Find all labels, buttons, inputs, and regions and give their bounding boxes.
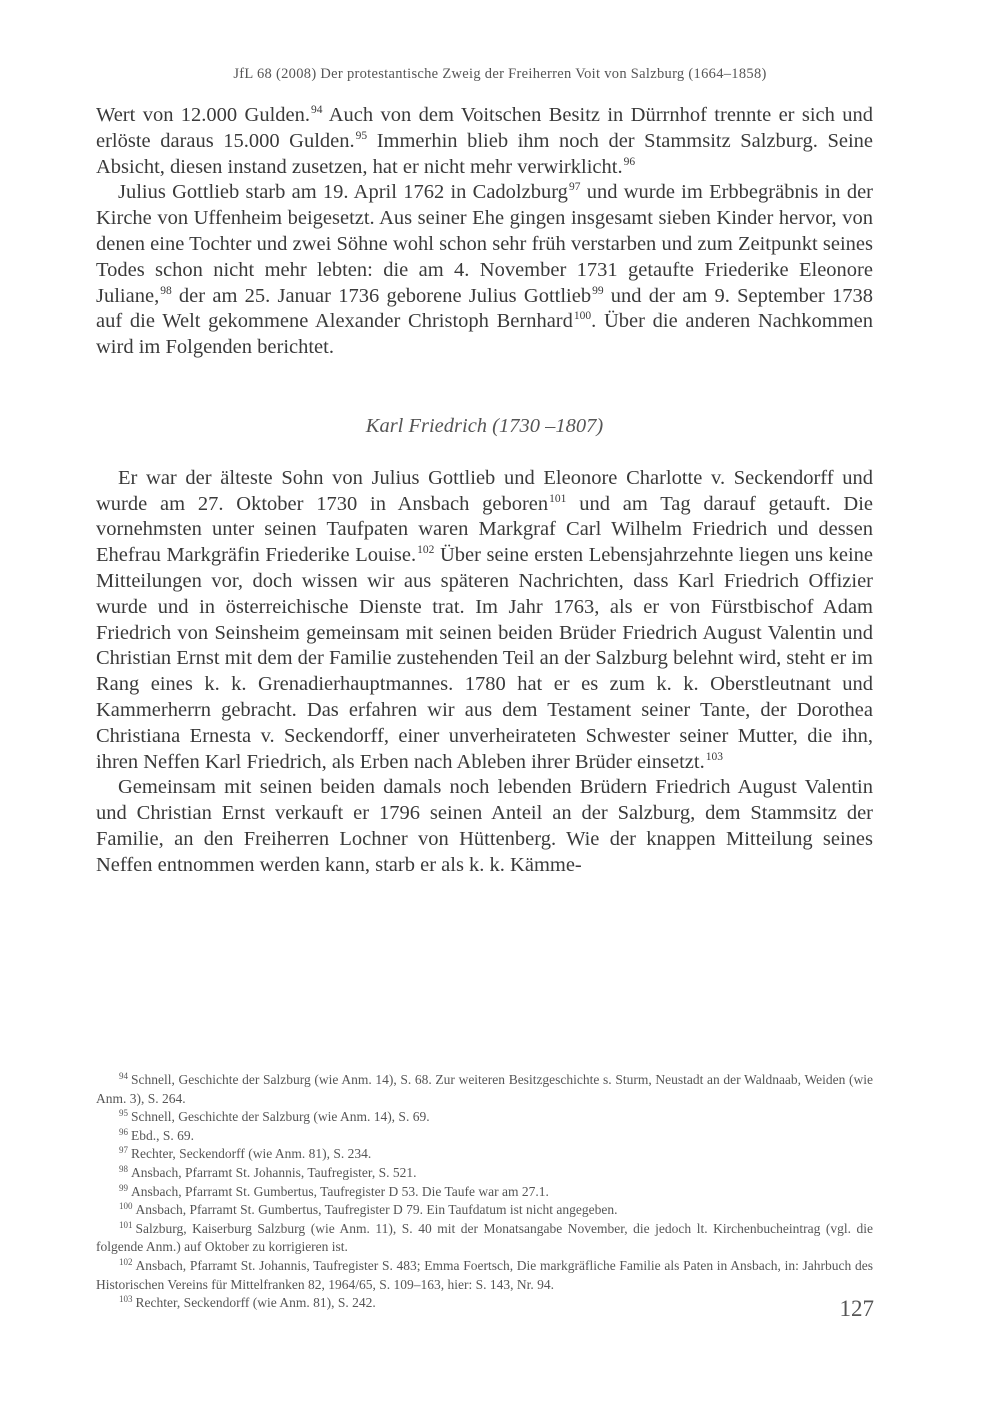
paragraph xyxy=(96,180,873,361)
text-run: Julius Gottlieb starb am 19. April 1762 in Cadolzburg xyxy=(118,181,568,204)
footnote-text: Ansbach, Pfarramt St. Johannis, Taufregister S. 483; Emma Foertsch, Die markgräfliche Familie als Paten in Ansbach, in: Jahrbuch des Historischen Vereins für Mittelfranken 82, 1964/65, S. 109–163, hier: S. 143, Nr. 94. xyxy=(96,1257,873,1292)
footnote xyxy=(96,1145,873,1164)
footnote-ref[interactable]: 100 xyxy=(573,310,592,323)
footnote-ref[interactable]: 94 xyxy=(311,104,323,116)
footnote xyxy=(96,1108,873,1127)
footnote-ref[interactable]: 103 xyxy=(705,750,723,763)
text-run: und wurde im Erbbegräbnis in der Kirche von Uffenheim beigesetzt. Aus seiner Ehe gingen insgesamt sieben Kinder hervor, von denen eine Tochter und zwei Söhne wohl schon sehr früh verstarben und zum Zeitpunkt seines Todes schon nicht mehr lebten: die am 4. November 1731 getaufte Friederike Eleonore Juliane, xyxy=(96,181,873,307)
footnote-number: 98 xyxy=(119,1163,128,1174)
footnote-text: Ansbach, Pfarramt St. Johannis, Taufregister, S. 521. xyxy=(131,1164,417,1180)
text-run: der am 25. Januar 1736 geborene Julius Gottlieb xyxy=(171,284,592,307)
text-run: und der am 9. September 1738 auf die Welt gekommene Alexander Christoph Bernhard xyxy=(96,284,873,333)
text-run: Über seine ersten Lebensjahrzehnte liegen uns keine Mitteilungen vor, doch wissen wir aus späteren Nachrichten, dass Karl Friedrich Offizier wurde und in österreichische Dienste trat. Im Jahr 1763, als er von Fürstbischof Adam Friedrich von Seinsheim gemeinsam mit seinen beiden Brüder Friedrich August Valentin und Christian Ernst mit dem der Familie zustehenden Teil an der Salzburg belehnt wird, steht er im Rang eines k. k. Grenadierhauptmannes. 1780 hat er es zum k. k. Oberstleutnant und Kammerherrn gebracht. Das erfahren wir aus dem Testament seiner Tante, der Dorothea Christiana Ernesta v. Seckendorff, einer unverheirateten Schwester seiner Mutter, die ihn, ihren Neffen Karl Friedrich, als Erben nach Ableben ihrer Brüder einsetzt. xyxy=(96,544,873,773)
footnote xyxy=(96,1257,873,1294)
footnote-number: 97 xyxy=(119,1145,128,1156)
text-run: Immerhin blieb ihm noch der Stammsitz Salzburg. Seine Absicht, diesen instand zusetzen, hat er nicht mehr verwirklicht. xyxy=(96,129,873,178)
footnote-number: 103 xyxy=(119,1294,133,1305)
footnote-ref[interactable]: 97 xyxy=(568,181,581,194)
page-number: 127 xyxy=(839,1296,874,1321)
footnote-text: Ebd., S. 69. xyxy=(131,1127,195,1143)
footnote-number: 101 xyxy=(119,1219,133,1230)
footnote-number: 99 xyxy=(119,1182,128,1193)
paragraph xyxy=(96,466,873,776)
footnote-text: Ansbach, Pfarramt St. Gumbertus, Taufregister D 53. Die Taufe war am 27.1. xyxy=(131,1183,549,1199)
footnote-text: Salzburg, Kaiserburg Salzburg (wie Anm. 11), S. 40 mit der Monatsangabe November, die jedoch lt. Kirchenbucheintrag (vgl. die folgende Anm.) auf Oktober zu korrigieren ist. xyxy=(96,1220,873,1255)
footnote-number: 96 xyxy=(119,1126,128,1137)
footnote-ref[interactable]: 99 xyxy=(592,284,604,297)
footnote-ref[interactable]: 95 xyxy=(355,129,368,142)
footnote-ref[interactable]: 98 xyxy=(160,284,172,297)
footnote-number: 95 xyxy=(119,1108,128,1119)
paragraph xyxy=(96,103,873,180)
footnote-text: Ansbach, Pfarramt St. Gumbertus, Taufregister D 79. Ein Taufdatum ist nicht angegeben. xyxy=(135,1202,618,1218)
footnotes xyxy=(96,1071,873,1313)
footnote-text: Rechter, Seckendorff (wie Anm. 81), S. 234. xyxy=(131,1146,372,1162)
text-run: Wert von 12.000 Gulden. xyxy=(96,104,311,126)
footnote-number: 94 xyxy=(119,1071,128,1081)
paragraph: Gemeinsam mit seinen beiden damals noch lebenden Brüdern Friedrich August Valentin und Christian Ernst verkauft er 1796 seinen Anteil an der Salzburg, dem Stammsitz der Familie, an den Freiherren Lochner von Hüttenberg. Wie der knappen Mitteilung seines Neffen entnommen werden kann, starb er als k. k. Kämme- xyxy=(96,776,873,876)
text-run: . Über die anderen Nachkommen wird im Folgenden berichtet. xyxy=(96,310,873,359)
section-heading: Karl Friedrich (1730 –1807) xyxy=(365,414,604,437)
footnote-number: 100 xyxy=(119,1201,133,1212)
footnote xyxy=(96,1220,873,1257)
footnote xyxy=(96,1201,873,1220)
footnote-ref[interactable]: 101 xyxy=(549,492,567,505)
text-run: und am Tag darauf getauft. Die vornehmsten unter seinen Taufpaten waren Markgraf Carl Wilhelm Friedrich und dessen Ehefrau Markgräfin Friederike Louise. xyxy=(96,492,873,567)
footnote xyxy=(96,1164,873,1183)
footnote xyxy=(96,1183,873,1202)
text-run: Er war der älteste Sohn von Julius Gottlieb und Eleonore Charlotte v. Seckendorff und wurde am 27. Oktober 1730 in Ansbach geboren xyxy=(96,466,873,515)
text-run: Auch von dem Voitschen Besitz in Dürrnhof trennte er sich und erlöste daraus 15.000 Gulden. xyxy=(96,104,873,152)
footnote-text: Rechter, Seckendorff (wie Anm. 81), S. 242. xyxy=(135,1295,376,1311)
footnote-number: 102 xyxy=(119,1256,133,1267)
footnote-ref[interactable]: 96 xyxy=(623,155,636,168)
footnote-text: Schnell, Geschichte der Salzburg (wie Anm. 14), S. 68. Zur weiteren Besitzgeschichte s. Sturm, Neustadt an der Waldnaab, Weiden (wie Anm. 3), S. 264. xyxy=(96,1072,873,1106)
footnote-text: Schnell, Geschichte der Salzburg (wie Anm. 14), S. 69. xyxy=(131,1109,430,1125)
footnote-ref[interactable]: 102 xyxy=(417,544,435,557)
running-head: JfL 68 (2008) Der protestantische Zweig der Freiherren Voit von Salzburg (1664–1858) xyxy=(233,66,767,82)
footnote xyxy=(96,1071,873,1108)
footnote xyxy=(96,1294,873,1313)
main-text xyxy=(96,103,873,879)
footnote xyxy=(96,1127,873,1146)
